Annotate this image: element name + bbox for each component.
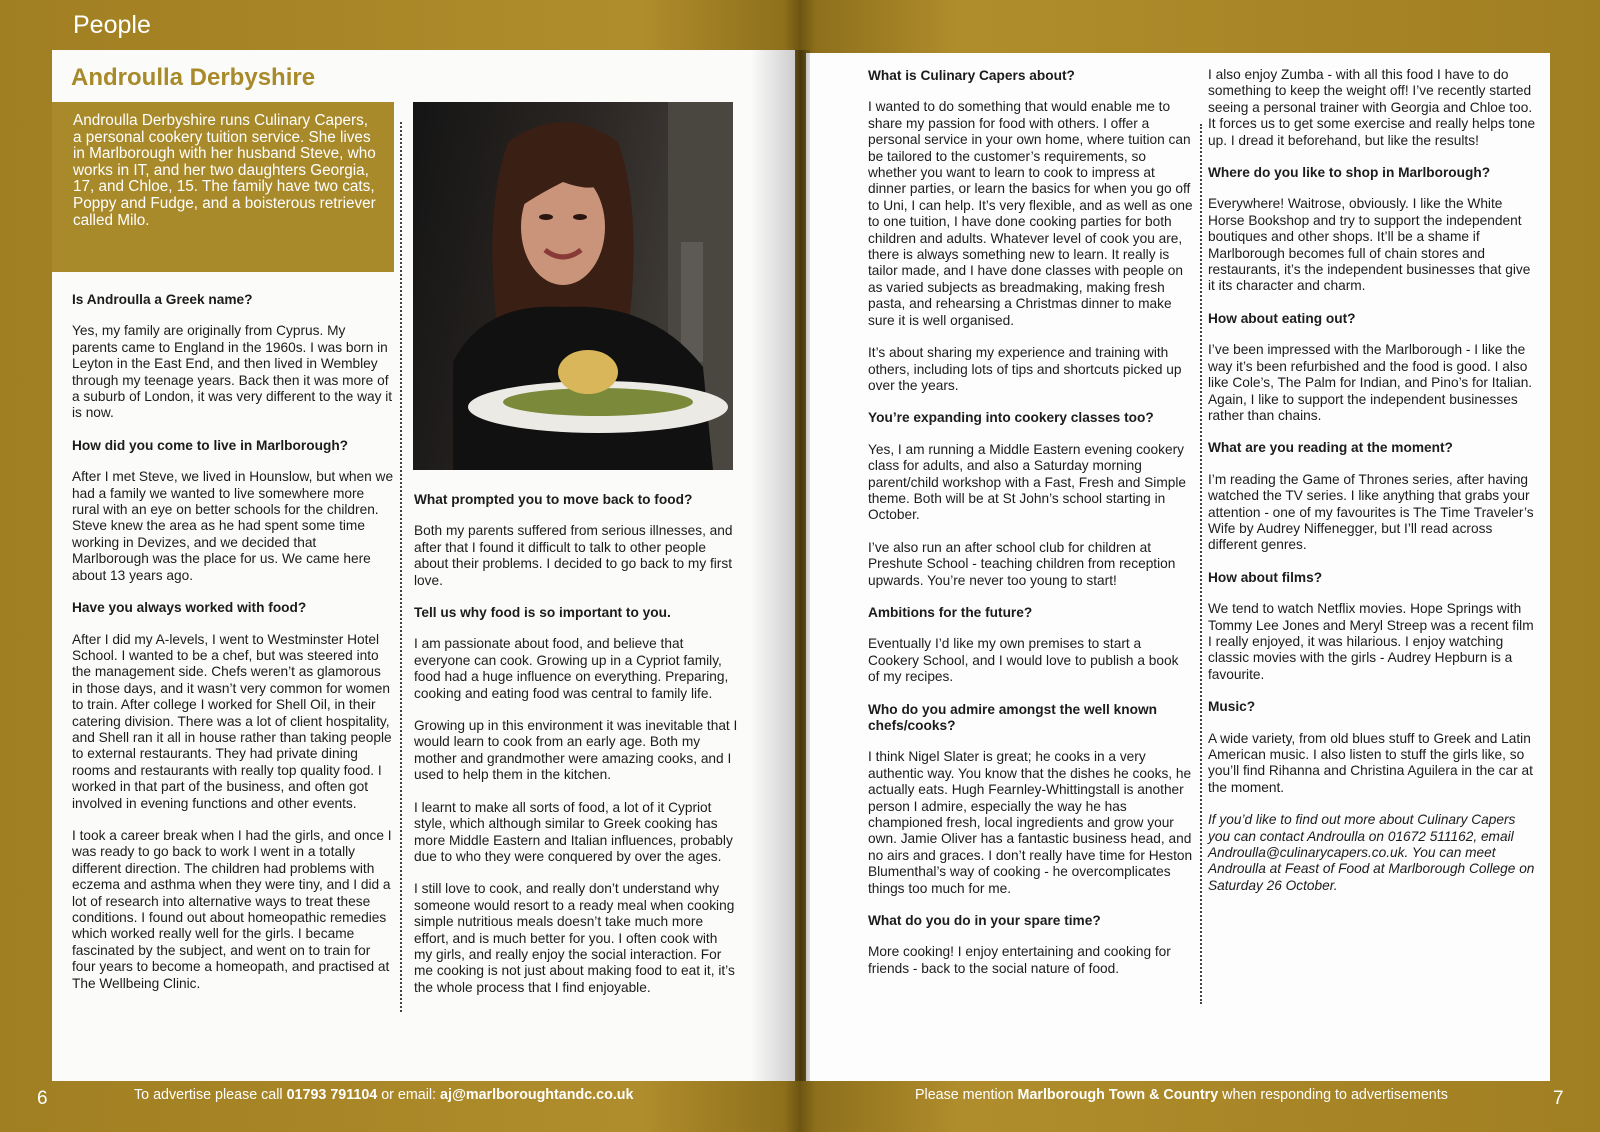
question: Tell us why food is so important to you. <box>414 605 671 621</box>
section-label: People <box>73 11 151 39</box>
answer: I’ve also run an after school club for children at Preshute School - teaching children from reception upwards. You’re never too young to start! <box>868 539 1176 588</box>
question: How did you come to live in Marlborough? <box>72 437 349 453</box>
intro-box: Androulla Derbyshire runs Culinary Capers, a personal cookery tuition service. She lives in Marlborough with her husband Steve, who works in IT, and her two daughters Georgia, 17, and Chloe, 15. The family have two cats, Poppy and Fudge, and a boisterous retriever called Milo. <box>52 102 394 272</box>
footer-text: Please mention <box>915 1087 1018 1103</box>
question: What prompted you to move back to food? <box>414 492 693 507</box>
answer: Eventually I’d like my own premises to start a Cookery School, and I would love to publish a book of my recipes. <box>868 636 1179 685</box>
answer: Yes, my family are originally from Cyprus. My parents came to England in the 1960s. I was born in Leyton in the East End, and then lived in Wembley through my teenage years. Back then it was more of a suburb of London, it was very different to the way it is now. <box>72 323 393 421</box>
question: Have you always worked with food? <box>72 600 307 616</box>
question: What do you do in your spare time? <box>868 913 1101 929</box>
answer: I think Nigel Slater is great; he cooks in a very authentic way. You know that the dishes he cooks, he actually eats. Hugh Fearnley-Whittingstall is another person I admire, especially the way he has championed fresh, local ingredients and grow your own. Jamie Oliver has a fantastic business head, and no airs and graces. I don’t really have time for Heston Blumenthal’s way of cooking - he overcomplicates things too much for me. <box>868 749 1193 896</box>
question: What are you reading at the moment? <box>1208 440 1453 456</box>
answer: I’ve been impressed with the Marlborough - I like the way it’s been refurbished and the food is good. I also like Cole’s, The Palm for Indian, and Pino’s for Italian. Again, I like to support the independent businesses rather than chains. <box>1208 342 1533 423</box>
question: You’re expanding into cookery classes too? <box>868 410 1154 426</box>
column-4 <box>1208 67 1538 910</box>
question: How about eating out? <box>1208 310 1356 326</box>
answer: I took a career break when I had the girls, and once I was ready to go back to work I went in a totally different direction. The children had problems with eczema and asthma when they were tiny, and I did a lot of research into alternative ways to treat these conditions. I found out about homeopathic remedies which worked really well for the girls. I became fascinated by the subject, and went on to train for four years to become a homeopath, and practised at The Wellbeing Clinic. <box>72 827 392 991</box>
answer: It’s about sharing my experience and training with others, including lots of tips and shortcuts picked up over the years. <box>868 345 1182 393</box>
answer: Everywhere! Waitrose, obviously. I like the White Horse Bookshop and try to support the independent boutiques and other shops. It’ll be a shame if Marlborough becomes full of chain stores and restaurants, it’s the independent businesses that give it its character and charm. <box>1208 196 1531 294</box>
footer-publication: Marlborough Town & Country <box>1017 1087 1219 1103</box>
question: How about films? <box>1208 569 1323 585</box>
answer: A wide variety, from old blues stuff to Greek and Latin American music. I also listen to stuff the girls like, so you’ll find Rihanna and Christina Aguilera in the car at the moment. <box>1208 730 1533 795</box>
footer-text: To advertise please call <box>134 1087 287 1103</box>
answer: I am passionate about food, and believe that everyone can cook. Growing up in a Cypriot family, food had a huge influence on everything. Preparing, cooking and eating food was central to family life. <box>414 636 729 701</box>
answer: After I did my A-levels, I went to Westminster Hotel School. I wanted to be a chef, but was steered into the management side. Chefs weren’t as glamorous in those days, and it wasn’t very common for women to train. After college I worked for Shell Oil, in their catering division. There was a lot of client hospitality, and Shell ran it all in house rather than taking people to external restaurants. They had private dining rooms and restaurants with really top quality food. I worked in that part of the business, and often got involved in evening functions and other events. <box>72 631 392 811</box>
answer: I wanted to do something that would enable me to share my passion for food with others. I offer a personal service in your own home, where tuition can be tailored to the customer’s requirements, so whether you want to learn to cook to impress at dinner parties, or learn the basics for when you go off to Uni, I can help. It’s very flexible, and as well as one to one tuition, I have done cooking parties for both children and adults. Whatever level of cook you are, there is always something new to learn. It really is tailor made, and I have done classes with people on as varied subjects as breadmaking, making fresh pasta, and rehearsing a Christmas dinner to make sure it is well organised. <box>868 99 1193 328</box>
answer: Both my parents suffered from serious illnesses, and after that I found it difficult to talk to other people about their problems. I decided to go back to my first love. <box>414 523 733 588</box>
page-gutter <box>750 50 810 1081</box>
question: What is Culinary Capers about? <box>868 68 1075 83</box>
footer-email: aj@marlboroughtandc.co.uk <box>440 1087 634 1103</box>
column-1 <box>72 292 394 1008</box>
column-divider <box>400 122 402 1012</box>
portrait-illustration <box>413 102 733 470</box>
question: Ambitions for the future? <box>868 604 1033 620</box>
column-2 <box>414 492 739 1012</box>
contact-info: If you’d like to find out more about Culinary Capers you can contact Androulla on 01672 511162, email Androulla@culinarycapers.co.uk. You can meet Androulla at Feast of Food at Marlborough College on Saturday 26 October. <box>1208 812 1535 893</box>
answer: I also enjoy Zumba - with all this food I have to do something to keep the weight off! I’ve recently started seeing a personal trainer with Georgia and Chloe too. It forces us to get some exercise and really helps tone up. I dread it beforehand, but like the results! <box>1208 67 1536 148</box>
answer: I’m reading the Game of Thrones series, after having watched the TV series. I like anything that grabs your attention - one of my favourites is The Time Traveler’s Wife by Audrey Niffenegger, but I’ll read across different genres. <box>1208 471 1534 553</box>
footer-text: when responding to advertisements <box>1218 1087 1448 1103</box>
answer: Yes, I am running a Middle Eastern evening cookery class for adults, and also a Saturday morning parent/child workshop with a Fast, Fresh and Simple theme. Both will be at St John’s school starting in October. <box>868 441 1187 523</box>
question: Who do you admire amongst the well known chefs/cooks? <box>868 701 1157 733</box>
footer-phone: 01793 791104 <box>286 1087 378 1103</box>
question: Is Androulla a Greek name? <box>72 292 253 307</box>
column-3 <box>868 68 1193 993</box>
answer: After I met Steve, we lived in Hounslow, but when we had a family we wanted to live somewhere more rural with an eye on better schools for the children. Steve knew the area as he had spent some time working in Devizes, and we decided that Marlborough was the place for us. We came here about 13 years ago. <box>72 469 394 583</box>
question: Music? <box>1208 699 1256 715</box>
footer-text: or email: <box>377 1087 441 1103</box>
answer: More cooking! I enjoy entertaining and cooking for friends - back to the social nature of food. <box>868 944 1171 976</box>
answer: We tend to watch Netflix movies. Hope Springs with Tommy Lee Jones and Meryl Streep was a recent film I really enjoyed, it was hilarious. I enjoy watching classic movies with the girls - Audrey Hepburn is a favourite. <box>1208 601 1534 682</box>
footer-mention <box>915 1087 1448 1103</box>
answer: I still love to cook, and really don’t understand why someone would resort to a ready meal when cooking simple nutritious meals doesn’t take much more effort, and is much better for you. I often cook with my girls, and really enjoy the social interaction. For me cooking is not just about making food to eat it, it’s the whole process that I find enjoyable. <box>414 881 735 995</box>
article-title: Androulla Derbyshire <box>71 64 316 91</box>
page-number-right: 7 <box>1553 1088 1564 1109</box>
answer: I learnt to make all sorts of food, a lot of it Cypriot style, which although similar to Greek cooking has more Middle Eastern and Italian influences, probably due to who they were conquered by over the ages. <box>414 799 733 864</box>
portrait-photo <box>413 102 733 470</box>
column-divider <box>1200 124 1202 1004</box>
answer: Growing up in this environment it was inevitable that I would learn to cook from an early age. Both my mother and grandmother were amazing cooks, and I used to help them in the kitchen. <box>414 718 738 783</box>
footer-advertise <box>134 1087 633 1103</box>
page-number-left: 6 <box>37 1088 48 1109</box>
question: Where do you like to shop in Marlborough? <box>1208 165 1491 181</box>
